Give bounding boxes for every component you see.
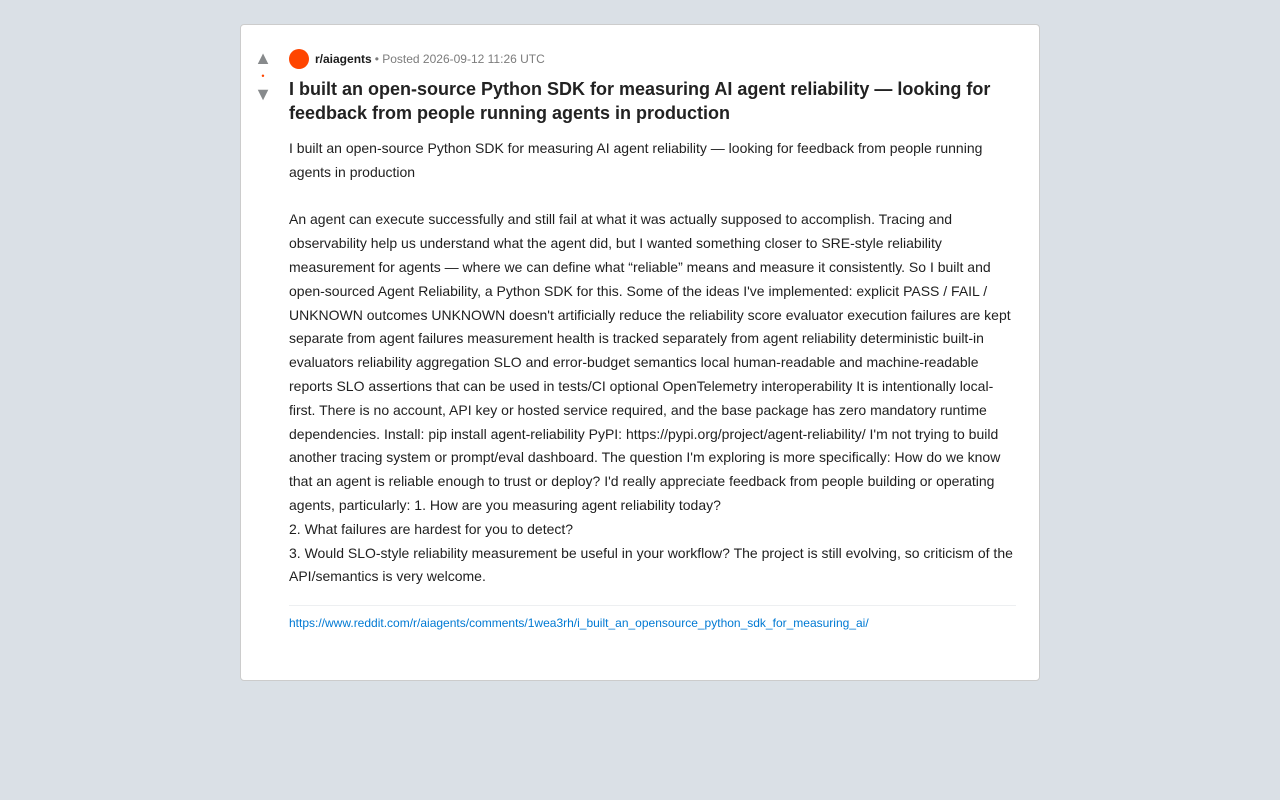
upvote-arrow-icon[interactable]: ▲ xyxy=(254,48,272,68)
divider xyxy=(289,605,1016,606)
post-body-paragraph: I built an open-source Python SDK for measuring AI agent reliability — looking for feedback from people running agents in production xyxy=(289,140,983,180)
post-card xyxy=(240,24,1040,681)
post-body xyxy=(289,137,1016,589)
post-body-paragraph: 2. What failures are hardest for you to detect? xyxy=(289,520,574,537)
post-content xyxy=(289,49,1016,632)
post-title[interactable]: I built an open-source Python SDK for measuring AI agent reliability — looking for feedback from people running agents in production xyxy=(289,79,991,123)
post-body-paragraph: 3. Would SLO-style reliability measurement be useful in your workflow? The project is still evolving, so criticism of the API/semantics is very welcome. xyxy=(289,544,1013,585)
post-timestamp: • Posted 2026-09-12 11:26 UTC xyxy=(374,52,545,66)
downvote-arrow-icon[interactable]: ▼ xyxy=(254,84,272,104)
post-meta xyxy=(289,49,1016,69)
subreddit-avatar[interactable] xyxy=(289,49,309,69)
post-permalink[interactable]: https://www.reddit.com/r/aiagents/comments/1wea3rh/i_built_an_opensource_python_sdk_for_measuring_ai/ xyxy=(289,616,869,631)
vote-score: • xyxy=(261,71,265,81)
subreddit-name[interactable]: r/aiagents xyxy=(315,52,372,66)
vote-column xyxy=(241,49,285,103)
post-body-paragraph: An agent can execute successfully and still fail at what it was actually supposed to accomplish. Tracing and observability help us understand what the agent did, but I wanted something closer to SRE-style reliability measurement for agents — where we can define what “reliable” means and measure it consistently. So I built and open-sourced Agent Reliability, a Python SDK for this. Some of the ideas I've implemented: explicit PASS / FAIL / UNKNOWN outcomes UNKNOWN doesn't artificially reduce the reliability score evaluator execution failures are kept separate from agent failures measurement health is tracked separately from agent reliability deterministic built-in evaluators reliability aggregation SLO and error-budget semantics local human-readable and machine-readable reports SLO assertions that can be used in tests/CI optional OpenTelemetry interoperability It is intentionally local-first. There is no account, API key or hosted service required, and the base package has zero mandatory runtime dependencies. Install: pip install agent-reliability PyPI: https://pypi.org/project/agent-reliability/ I'm not trying to build another tracing system or prompt/eval dashboard. The question I'm exploring is more specifically: How do we know that an agent is reliable enough to trust or deploy? I'd really appreciate feedback from people building or operating agents, particularly: 1. How are you measuring agent reliability today? xyxy=(289,211,1011,513)
